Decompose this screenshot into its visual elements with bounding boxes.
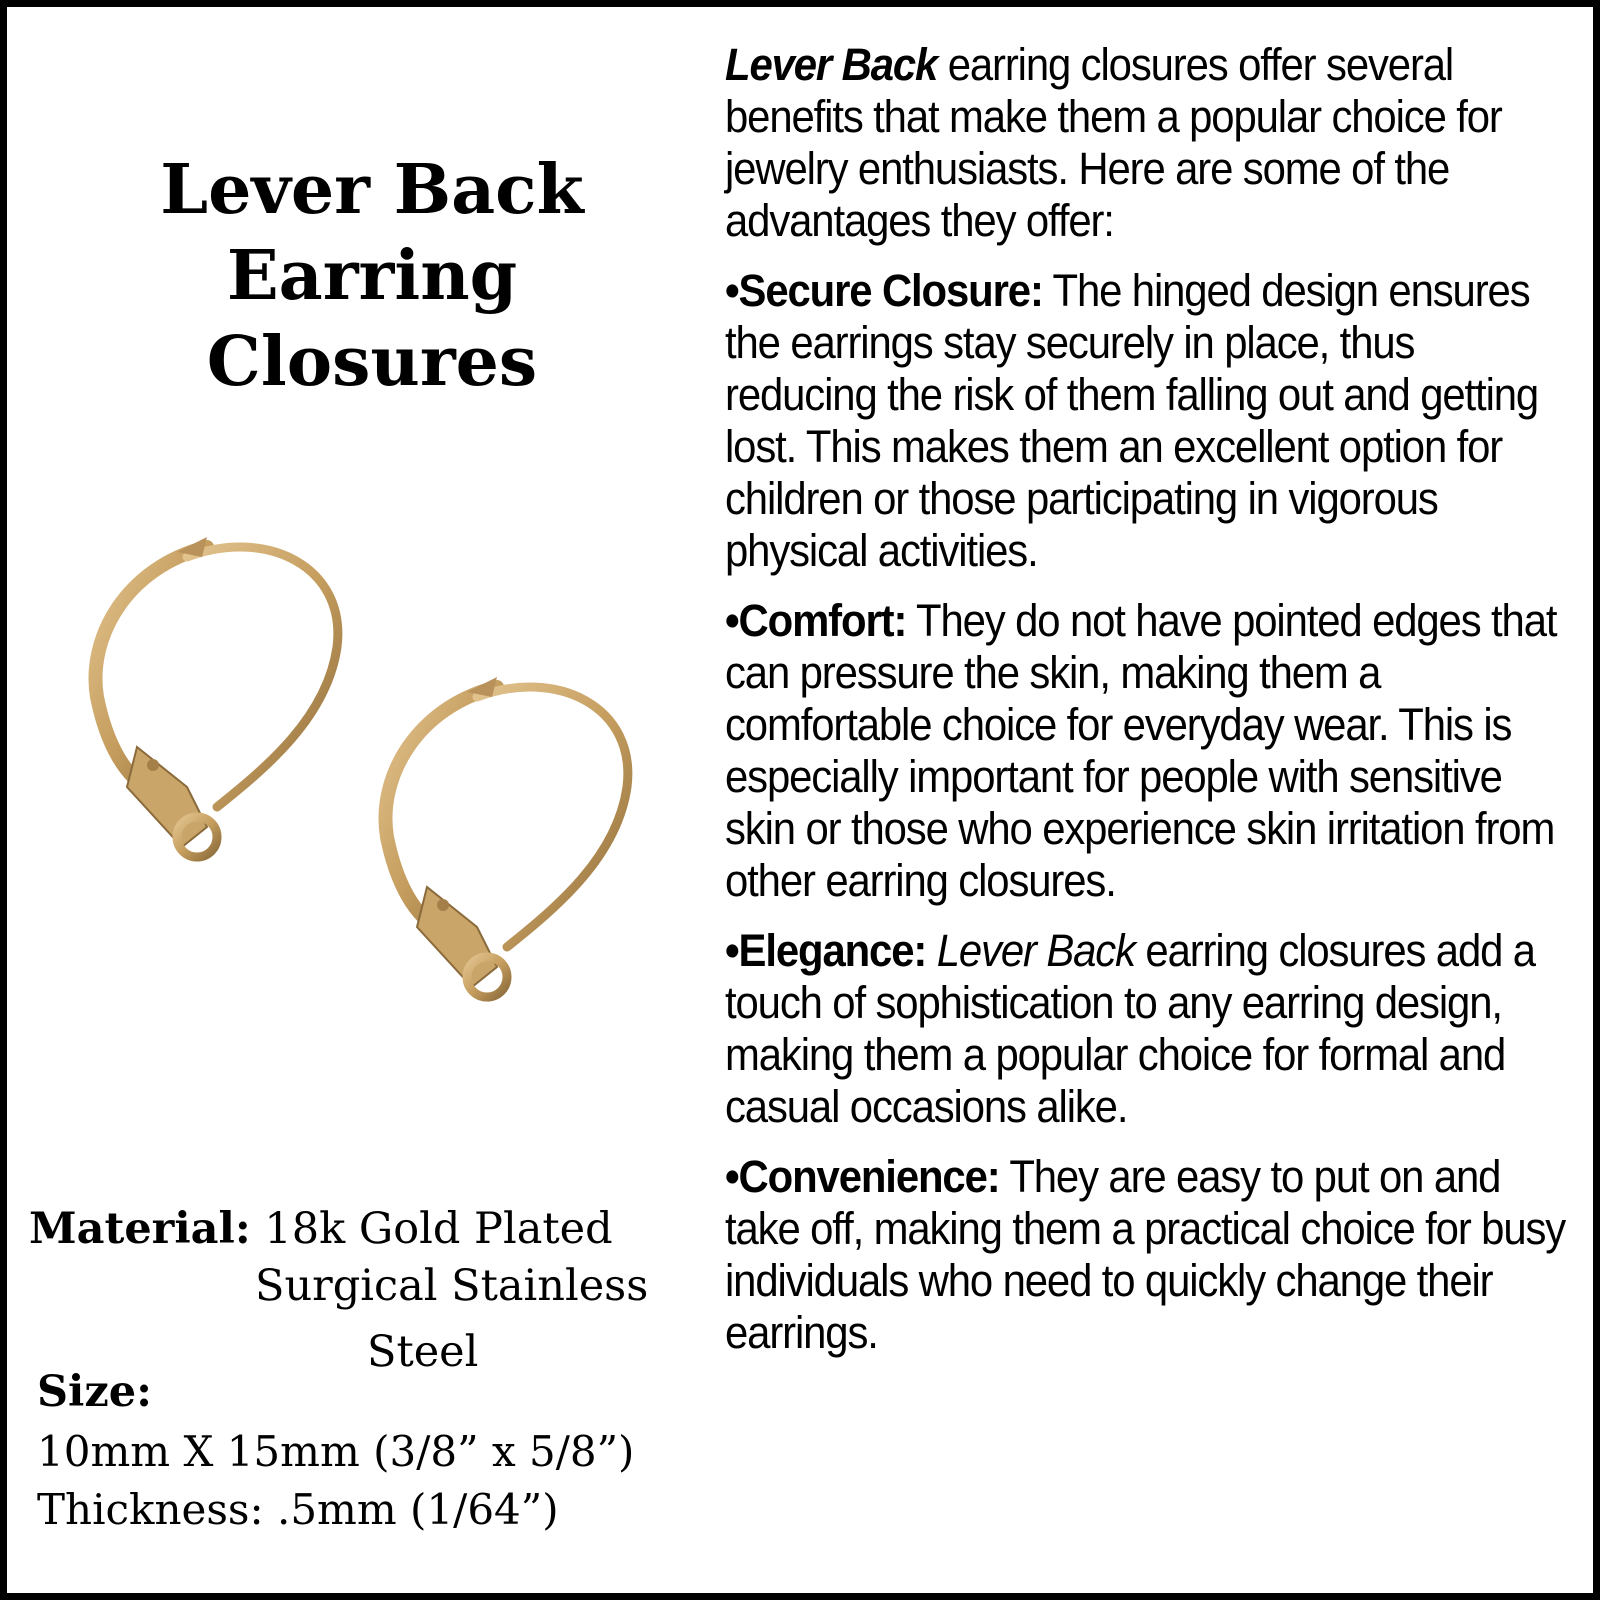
benefit-comfort	[725, 595, 1571, 907]
benefit-text: They are easy to put on and take off, making them a practical choice for busy individuals who need to quickly change their earrings.	[725, 1151, 1566, 1358]
intro-lead: Lever Back	[725, 39, 938, 90]
title-line-2: Earring	[226, 236, 518, 316]
benefit-elegance	[725, 925, 1571, 1133]
intro-text: earring closures offer several benefits that make them a popular choice for jewelry enthusiasts. Here are some of the advantages they offer:	[725, 39, 1502, 246]
benefits-description	[725, 39, 1571, 1377]
material-spec	[29, 1197, 613, 1261]
benefit-text: They do not have pointed edges that can pressure the skin, making them a comfortable choice for everyday wear. This is especially important for people with sensitive skin or those who experience skin irritation from other earring closures.	[725, 595, 1557, 906]
size-label: Size:	[37, 1367, 153, 1417]
benefit-text: The hinged design ensures the earrings stay securely in place, thus reducing the risk of them falling out and getting lost. This makes them an excellent option for children or those participating in vigorous physical activities.	[725, 265, 1539, 576]
earring-right	[385, 677, 627, 997]
benefit-text: earring closures add a touch of sophistication to any earring design, making them a popular choice for formal and casual occasions alike.	[725, 925, 1535, 1132]
intro-paragraph	[725, 39, 1571, 247]
benefit-italic: Lever Back	[926, 925, 1135, 976]
benefit-label: •Elegance:	[725, 925, 927, 976]
benefit-convenience	[725, 1151, 1571, 1359]
material-label: Material:	[29, 1204, 251, 1254]
benefit-label: •Comfort:	[725, 595, 907, 646]
thickness-value: Thickness: .5mm (1/64”)	[37, 1485, 559, 1534]
size-value: 10mm X 15mm (3/8” x 5/8”)	[37, 1427, 635, 1476]
page-title	[47, 147, 697, 405]
material-value-line-3: Steel	[367, 1327, 479, 1377]
material-value-line-1: 18k Gold Plated	[264, 1204, 613, 1254]
earring-photo	[67, 527, 687, 1047]
earring-left	[95, 537, 337, 857]
title-line-1: Lever Back	[160, 150, 584, 230]
benefit-label: •Convenience:	[725, 1151, 1000, 1202]
material-value-line-2: Surgical Stainless	[255, 1261, 649, 1311]
benefit-label: •Secure Closure:	[725, 265, 1043, 316]
benefit-secure	[725, 265, 1571, 577]
product-card	[7, 7, 1593, 1593]
title-line-3: Closures	[206, 322, 538, 402]
